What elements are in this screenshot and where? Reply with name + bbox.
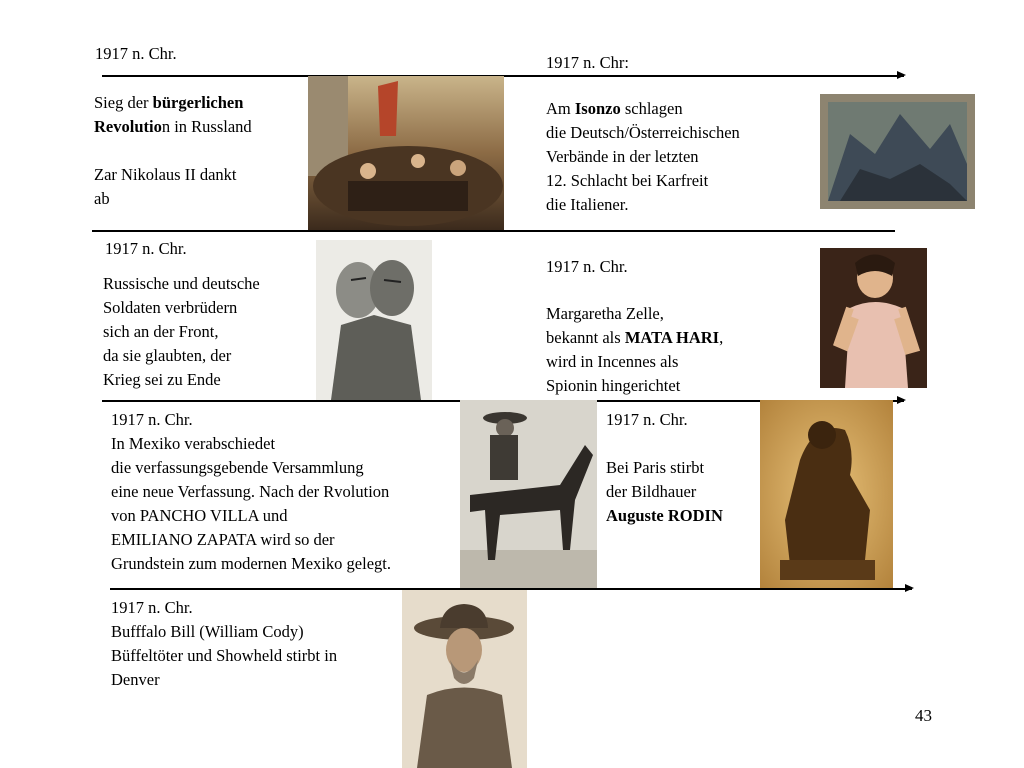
fraternization-date: 1917 n. Chr. (105, 239, 187, 258)
mexico-text: 1917 n. Chr. In Mexiko verabschiedet die verfassungsgebende Versammlung eine neue Verfassung. Nach der Rvolution von PANCHO VILLA und EMILIANO ZAPATA wird so der Grundstein zum modernen Mexiko gelegt. (111, 410, 391, 573)
isonzo-painting-image (820, 94, 975, 209)
page-number: 43 (915, 706, 932, 725)
fraternization-text: Russische und deutsche Soldaten verbrüdern sich an der Front, da sie glaubten, der Krieg sei zu Ende (103, 274, 260, 389)
isonzo-text: Am Isonzo schlagen die Deutsch/Österreichischen Verbände in der letzten 12. Schlacht bei Karfreit die Italiener. (546, 99, 740, 214)
thinker-sculpture-image (760, 400, 893, 588)
pancho-villa-horse-photo-image (460, 400, 597, 588)
revolution-painting-image (308, 76, 504, 230)
isonzo-date: 1917 n. Chr: (546, 53, 629, 72)
revolution-text: Sieg der bürgerlichen Revolution in Russland Zar Nikolaus II dankt ab (94, 93, 252, 208)
revolution-date: 1917 n. Chr. (95, 44, 177, 63)
buffalo-bill-portrait-image (402, 590, 527, 768)
rodin-text: 1917 n. Chr. Bei Paris stirbt der Bildhauer Auguste RODIN (606, 410, 723, 525)
matahari-date: 1917 n. Chr. (546, 257, 628, 276)
timeline-line-2 (92, 230, 895, 232)
buffalo-bill-text: 1917 n. Chr. Bufffalo Bill (William Cody) Büffeltöter und Showheld stirbt in Denver (111, 598, 338, 689)
soldiers-embrace-drawing-image (316, 240, 432, 400)
mata-hari-photo-image (820, 248, 927, 388)
matahari-text: Margaretha Zelle, bekannt als MATA HARI, wird in Incennes als Spionin hingerichtet (546, 304, 724, 395)
